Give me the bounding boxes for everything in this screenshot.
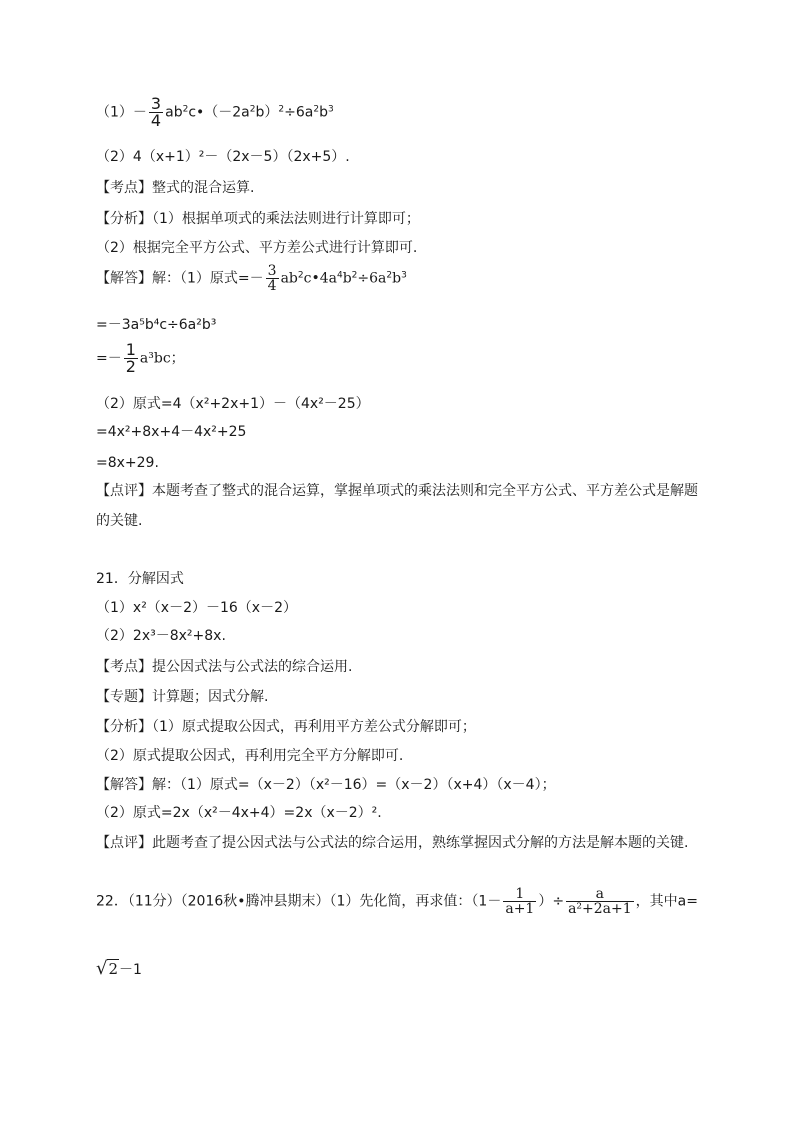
jieda-1-line: 【解答】解：（1）原式=－ $\frac{3}{4}$ $ab^2c•4a^4b^2\div 6a^2b^3$ [96, 263, 407, 294]
solution-part-2-c: =8x+29. [96, 455, 159, 471]
question-22-line: 22．（11分）（2016秋•腾冲县期末）（1）先化简，再求值：（1－ $\frac{1}{a+1}$ ）÷ $\frac{a}{\text{a²+2a+1}}$ ，其中a= [96, 886, 698, 917]
fraction-one-half: $\frac{1}{2}$ [125, 340, 136, 376]
fraction-three-quarters: $\frac{3}{4}$ [150, 94, 162, 130]
problem-1-prefix: （1）－ [96, 104, 147, 121]
fenxi-1-a: 【分析】（1）根据单项式的乘法法则进行计算即可； [96, 211, 420, 227]
problem-2-expression: （2）4（x+1）²－（2x－5）（2x+5）. [96, 149, 350, 165]
dianping-2: 【点评】此题考查了提公因式法与公式法的综合运用，熟练掌握因式分解的方法是解本题的关键. [96, 835, 689, 851]
jieda-1-prefix: 【解答】解：（1）原式= [96, 270, 250, 287]
question-21-part-1: （1）x²（x－2）－16（x－2） [96, 600, 298, 616]
fraction-a-over-quadratic: $\frac{a}{\text{a²+2a+1}}$ [568, 886, 632, 917]
question-22-prefix: 22．（11分）（2016秋•腾冲县期末）（1）先化简，再求值：（1－ [96, 893, 502, 910]
jieda-2-b: （2）原式=2x（x²－4x+4）=2x（x－2）². [96, 805, 382, 821]
dianping-1-a: 【点评】本题考查了整式的混合运算，掌握单项式的乘法法则和完全平方公式、平方差公式是解题 [96, 483, 698, 499]
sqrt-symbol: √2 [96, 958, 119, 979]
dianping-1-b: 的关键. [96, 513, 143, 529]
solution-part-2-a: （2）原式=4（x²+2x+1）－（4x²－25） [96, 396, 370, 412]
solution-step-2: =－3a⁵b⁴c÷6a²b³ [96, 317, 217, 333]
jieda-2-a: 【解答】解：（1）原式=（x－2）（x²－16）=（x－2）（x+4）（x－4）； [96, 777, 556, 793]
kaodian-1: 【考点】整式的混合运算. [96, 180, 255, 196]
fenxi-2-b: （2）原式提取公因式，再利用完全平方分解即可. [96, 748, 404, 764]
zhuanti-2: 【专题】计算题；因式分解. [96, 689, 269, 705]
fenxi-2-a: 【分析】（1）原式提取公因式，再利用平方差公式分解即可； [96, 719, 476, 735]
question-21-part-2: （2）2x³－8x²+8x. [96, 628, 226, 644]
solution-step-3: =－ $\frac{1}{2}$ a³bc； [96, 340, 185, 376]
fenxi-1-b: （2）根据完全平方公式、平方差公式进行计算即可. [96, 240, 418, 256]
question-22-value: √2－1 [96, 958, 142, 979]
solution-part-2-b: =4x²+8x+4－4x²+25 [96, 424, 247, 440]
question-21-title: 21．分解因式 [96, 571, 184, 587]
problem-1-expression: （1）－ $\frac{3}{4}$ $ab^2c•(-2a^2b)^2\div 6a^2b^3$ [96, 94, 334, 130]
kaodian-2: 【考点】提公因式法与公式法的综合运用. [96, 659, 353, 675]
jieda-1-fraction: $\frac{3}{4}$ [267, 263, 277, 294]
fraction-one-over-a-plus-one: $\frac{1}{a+1}$ [505, 886, 535, 917]
